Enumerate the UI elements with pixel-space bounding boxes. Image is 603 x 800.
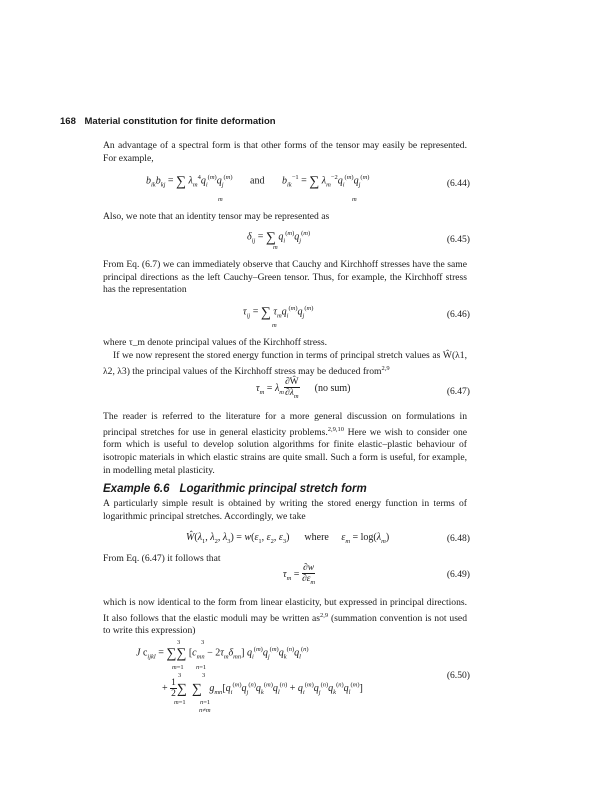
paragraph-4a: where τ_m denote principal values of the Kirchhoff stress. [103, 337, 328, 348]
paragraph-2: Also, we note that an identity tensor may be represented as [103, 211, 330, 222]
paragraph-7: From Eq. (6.47) it follows that [103, 553, 221, 564]
running-title: Material constitution for finite deformation [84, 116, 276, 127]
paragraph-5-rest: Here we wish to consider one form which is useful to develop solution algorithms for finite elastic–plastic behaviour of isotropic materials in which elastic strains are quite small. Such a form is useful, for example, in modelling metal plasticity. [103, 426, 468, 476]
running-header [60, 116, 276, 127]
paragraph-4b-text: If we now represent the stored energy function in terms of principal stretch values as Ŵ(λ1, λ2, λ3) the principal values of the Kirchhoff stress may be deduced from [103, 350, 467, 377]
equation-number-6-48: (6.48) [446, 533, 470, 544]
example-heading [103, 483, 367, 495]
citation-ref: 2,9,10 [327, 425, 345, 433]
paragraph-1: An advantage of a spectral form is that other forms of the tensor may easily be represented. For example, [103, 140, 467, 164]
paragraph-4b [103, 350, 467, 378]
equation-6-44: $b_{ik}b_{kj}$ = ∑ $\lambda_m^4q_i^{(m)}q_j^{(m)}$ and $b_{ik}^{-1}$ = ∑ $\lambda_m^{-2}q_i^{(m)}q_j^{(m)}$ [146, 174, 370, 190]
equation-number-6-45: (6.45) [446, 234, 470, 245]
page-number: 168 [60, 116, 76, 127]
and-word: and [250, 175, 265, 187]
example-label: Example 6.6 [103, 483, 170, 495]
no-sum-note: (no sum) [314, 382, 351, 394]
equation-6-50-line-2: + $\frac{1}{2}$ ∑ ∑ $g_{mn}[q_i^{(m)}q_j^{(n)}q_k^{(m)}q_l^{(n)} + q_i^{(m)}q_j^{(n)}q_k^{(n)}q_l^{(m)}]$ [162, 678, 363, 699]
equation-number-6-47: (6.47) [446, 386, 470, 397]
equation-number-6-46: (6.46) [446, 309, 470, 320]
paragraph-8-text: which is now identical to the form from linear elasticity, but expressed in principal directions. It also follows that the elastic moduli may be written as [103, 597, 467, 624]
paragraph-8 [103, 597, 467, 638]
equation-6-50-line-1: J $c_{ijkl}$ = ∑∑ $[c_{mn} - 2\tau_m\delta_{mn}]$ $q_i^{(m)}q_j^{(m)}q_k^{(n)}q_l^{(n)}$ [136, 646, 309, 662]
equation-number-6-44: (6.44) [446, 178, 470, 189]
paragraph-5 [103, 411, 467, 477]
equation-6-47: $\tau_m = \lambda_m$ $\frac{\partial Ŵ}{\partial\lambda_m}$ (no sum) [256, 377, 351, 400]
paragraph-5-text: The reader is referred to the literature for a more general discussion on formulations in principal stretches for use in general elasticity problems. [103, 411, 467, 438]
citation-ref: 2,9 [319, 611, 329, 619]
example-title: Logarithmic principal stretch form [179, 483, 367, 495]
equation-number-6-49: (6.49) [446, 569, 470, 580]
equation-6-48: $Ŵ(\lambda_1$, $\lambda_2$, $\lambda_3) = w(\varepsilon_1$, $\varepsilon_2$, $\varepsilon_3$) where $\varepsilon_m = \log(\lambda_m)$ [186, 532, 390, 545]
equation-6-49: $\tau_m$ = $\frac{\partial w}{\partial\varepsilon_m}$ [283, 563, 316, 586]
paragraph-8-rest: (summation convention is not used to write this expression) [103, 612, 467, 637]
equation-number-6-50: (6.50) [446, 670, 470, 681]
paragraph-3: From Eq. (6.7) we can immediately observe that Cauchy and Kirchhoff stresses have the same principal directions as the left Cauchy–Green tensor. Thus, for example, the Kirchhoff stress has the representation [103, 259, 467, 296]
where-word: where [304, 532, 329, 543]
citation-ref: 2,9 [381, 364, 390, 372]
equation-6-45: $\delta_{ij}$ = ∑ $q_i^{(m)}q_j^{(m)}$ [247, 230, 311, 246]
equation-6-46: $\tau_{ij}$ = ∑ $\tau_mq_i^{(m)}q_j^{(m)}$ [243, 305, 314, 321]
paragraph-6: A particularly simple result is obtained by writing the stored energy function in terms of logarithmic principal stretches. Accordingly, we take [103, 498, 467, 522]
